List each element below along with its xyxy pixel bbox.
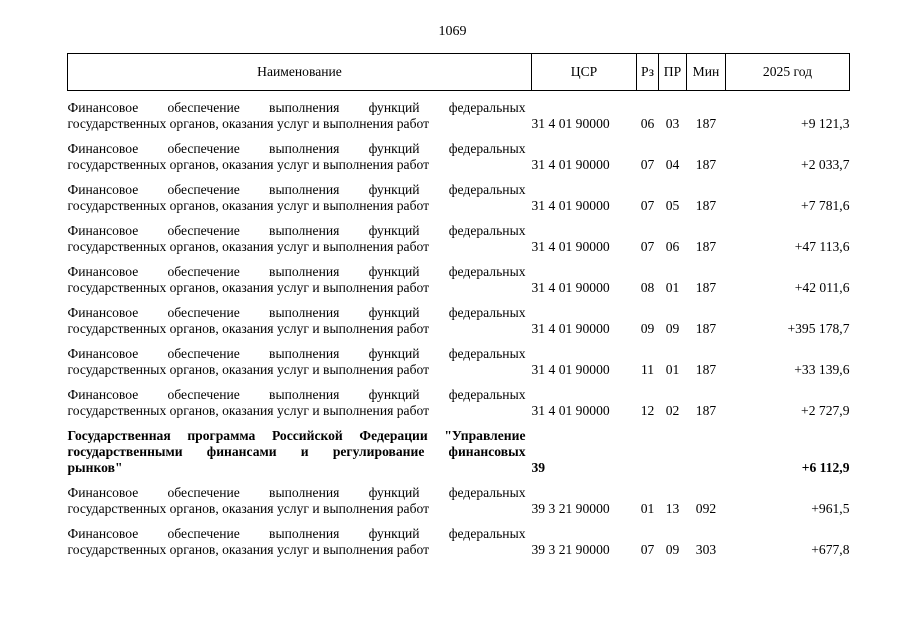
- program-name: [68, 419, 532, 476]
- row-name-line1: Финансовое обеспечение выполнения функций федеральных: [67, 485, 526, 500]
- row-csr: 39 3 21 90000: [531, 542, 610, 557]
- program-value: +6 112,9: [801, 460, 850, 475]
- program-row: [68, 419, 850, 476]
- table-row: [68, 296, 850, 337]
- row-name-line2: государственных органов, оказания услуг и выполнения работ: [67, 321, 430, 336]
- row-csr: 31 4 01 90000: [531, 157, 610, 172]
- row-csr: 31 4 01 90000: [531, 198, 610, 213]
- row-rz: 07: [640, 157, 655, 172]
- row-min: 187: [695, 403, 717, 418]
- header-min: Мин: [687, 54, 726, 91]
- row-value: +961,5: [811, 501, 850, 516]
- row-name-line2: государственных органов, оказания услуг и выполнения работ: [67, 362, 430, 377]
- row-pr: 03: [665, 116, 680, 131]
- row-name: [68, 378, 532, 419]
- row-pr: 06: [665, 239, 680, 254]
- row-rz: 12: [640, 403, 655, 418]
- header-csr: ЦСР: [532, 54, 637, 91]
- row-name-line2: государственных органов, оказания услуг и выполнения работ: [67, 403, 430, 418]
- row-rz: 01: [640, 501, 655, 516]
- row-name-line1: Финансовое обеспечение выполнения функций федеральных: [67, 387, 526, 402]
- row-name-line1: Финансовое обеспечение выполнения функций федеральных: [67, 526, 526, 541]
- program-min: [687, 419, 726, 476]
- row-name-line1: Финансовое обеспечение выполнения функций федеральных: [67, 346, 526, 361]
- row-name: [68, 337, 532, 378]
- row-name-line1: Финансовое обеспечение выполнения функций федеральных: [67, 305, 526, 320]
- row-min: 187: [695, 280, 717, 295]
- row-value: +42 011,6: [794, 280, 850, 295]
- table-row: [68, 378, 850, 419]
- row-rz: 07: [640, 542, 655, 557]
- row-csr: 31 4 01 90000: [531, 280, 610, 295]
- row-rz: 09: [640, 321, 655, 336]
- header-name: Наименование: [68, 54, 532, 91]
- row-name: [68, 173, 532, 214]
- row-min: 303: [695, 542, 717, 557]
- program-name-line1: Государственная программа Российской Федерации "Управление: [67, 428, 526, 443]
- header-rz: Рз: [637, 54, 659, 91]
- row-pr: 02: [665, 403, 680, 418]
- page-number: 1069: [438, 24, 467, 39]
- row-min: 187: [695, 116, 717, 131]
- row-name-line1: Финансовое обеспечение выполнения функций федеральных: [67, 100, 526, 115]
- row-name-line1: Финансовое обеспечение выполнения функций федеральных: [67, 223, 526, 238]
- table-row: [68, 173, 850, 214]
- program-pr: [659, 419, 687, 476]
- row-value: +33 139,6: [794, 362, 850, 377]
- row-value: +7 781,6: [801, 198, 850, 213]
- row-value: +677,8: [811, 542, 850, 557]
- program-name-line3: рынков": [67, 460, 123, 475]
- row-csr: 31 4 01 90000: [531, 403, 610, 418]
- row-name: [68, 255, 532, 296]
- row-pr: 01: [665, 280, 680, 295]
- row-pr: 01: [665, 362, 680, 377]
- row-csr: 31 4 01 90000: [531, 116, 610, 131]
- table-row: [68, 517, 850, 558]
- program-csr: 39: [531, 460, 546, 475]
- table-row: [68, 255, 850, 296]
- program-rz: [637, 419, 659, 476]
- row-csr: 31 4 01 90000: [531, 321, 610, 336]
- row-name-line2: государственных органов, оказания услуг и выполнения работ: [67, 542, 430, 557]
- row-rz: 11: [640, 362, 655, 377]
- table-row: [68, 214, 850, 255]
- row-min: 187: [695, 198, 717, 213]
- row-min: 187: [695, 362, 717, 377]
- table-row: [68, 132, 850, 173]
- row-name-line2: государственных органов, оказания услуг и выполнения работ: [67, 280, 430, 295]
- row-value: +2 727,9: [801, 403, 850, 418]
- row-rz: 06: [640, 116, 655, 131]
- row-name: [68, 214, 532, 255]
- row-value: +9 121,3: [801, 116, 850, 131]
- row-name-line1: Финансовое обеспечение выполнения функций федеральных: [67, 141, 526, 156]
- row-name-line2: государственных органов, оказания услуг и выполнения работ: [67, 198, 430, 213]
- row-min: 187: [695, 239, 717, 254]
- row-pr: 05: [665, 198, 680, 213]
- row-pr: 09: [665, 542, 680, 557]
- row-name-line1: Финансовое обеспечение выполнения функций федеральных: [67, 264, 526, 279]
- row-min: 092: [695, 501, 717, 516]
- row-name-line2: государственных органов, оказания услуг и выполнения работ: [67, 501, 430, 516]
- program-name-line2: государственными финансами и регулирование финансовых: [67, 444, 526, 459]
- header-pr: ПР: [659, 54, 687, 91]
- table-header: [68, 54, 850, 91]
- row-csr: 31 4 01 90000: [531, 362, 610, 377]
- row-pr: 09: [665, 321, 680, 336]
- table-row: [68, 337, 850, 378]
- row-name-line2: государственных органов, оказания услуг и выполнения работ: [67, 239, 430, 254]
- row-name: [68, 91, 532, 133]
- row-pr: 13: [665, 501, 680, 516]
- row-rz: 07: [640, 198, 655, 213]
- row-name: [68, 132, 532, 173]
- budget-table: [67, 53, 850, 558]
- row-name: [68, 517, 532, 558]
- row-rz: 08: [640, 280, 655, 295]
- table-row: [68, 476, 850, 517]
- row-name-line2: государственных органов, оказания услуг и выполнения работ: [67, 116, 430, 131]
- row-csr: 31 4 01 90000: [531, 239, 610, 254]
- row-name: [68, 296, 532, 337]
- row-rz: 07: [640, 239, 655, 254]
- table-row: [68, 91, 850, 133]
- row-name: [68, 476, 532, 517]
- row-value: +47 113,6: [794, 239, 850, 254]
- row-csr: 39 3 21 90000: [531, 501, 610, 516]
- row-value: +2 033,7: [801, 157, 850, 172]
- row-name-line1: Финансовое обеспечение выполнения функций федеральных: [67, 182, 526, 197]
- row-min: 187: [695, 321, 717, 336]
- row-min: 187: [695, 157, 717, 172]
- row-pr: 04: [665, 157, 680, 172]
- row-value: +395 178,7: [787, 321, 850, 336]
- row-name-line2: государственных органов, оказания услуг и выполнения работ: [67, 157, 430, 172]
- header-year: 2025 год: [726, 54, 850, 91]
